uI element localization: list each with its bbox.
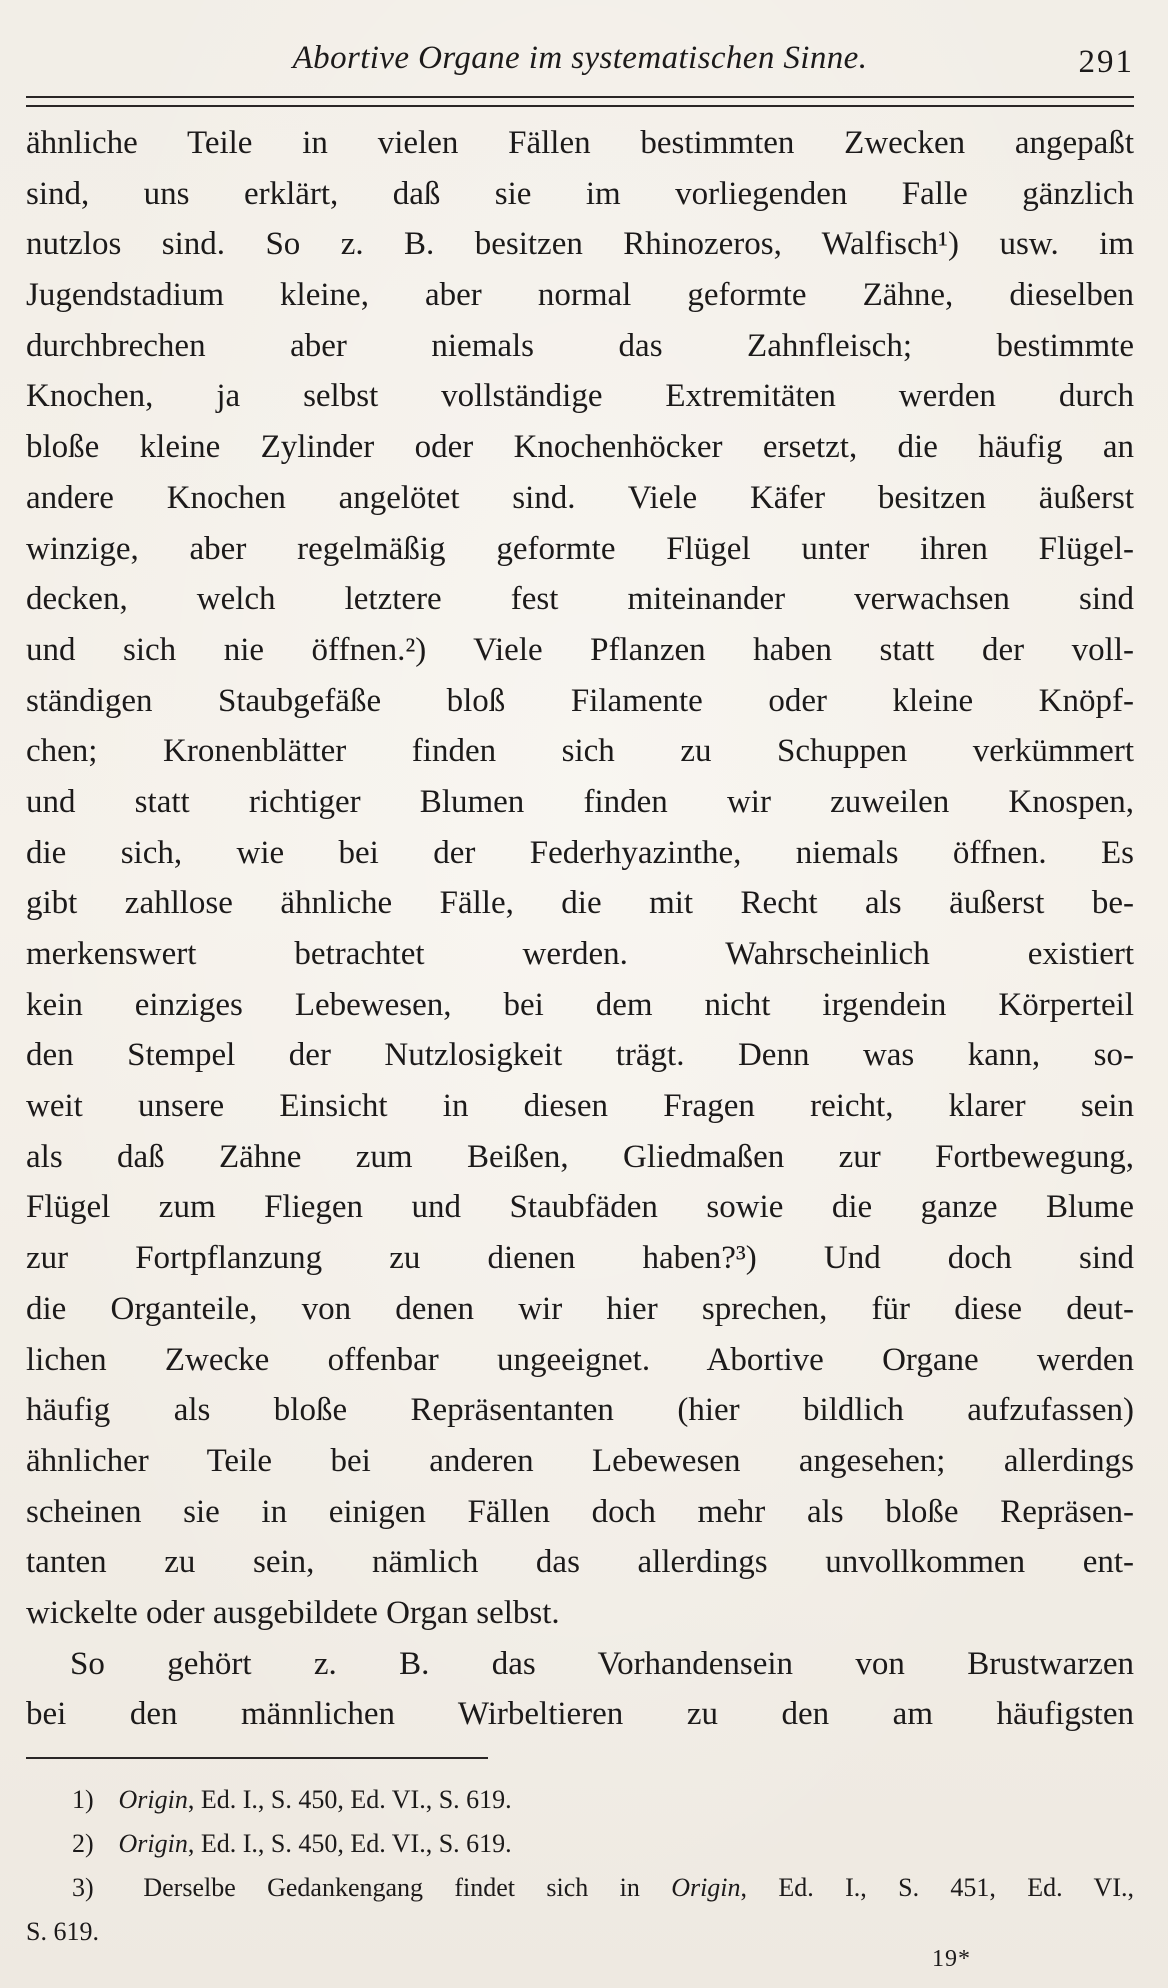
footnote-reference: , Ed. I., S. 450, Ed. VI., S. 619. bbox=[187, 1829, 512, 1858]
footnote bbox=[26, 1778, 1134, 1822]
footnotes bbox=[26, 1778, 1134, 1954]
running-title: Abortive Organe im systematischen Sinne. bbox=[292, 40, 868, 76]
text-line: ständigen Staubgefäße bloß Filamente oder kleine Knöpf- bbox=[26, 682, 1134, 719]
footnote-number: 1) bbox=[72, 1785, 94, 1814]
text-line: wickelte oder ausgebildete Organ selbst. bbox=[26, 1594, 560, 1631]
text-line: winzige, aber regelmäßig geformte Flügel unter ihren Flügel- bbox=[26, 530, 1134, 567]
text-line: bei den männlichen Wirbeltieren zu den am häufigsten bbox=[26, 1696, 1134, 1733]
footnote-reference: , Ed. I., S. 451, Ed. VI., bbox=[740, 1873, 1134, 1902]
text-line: merkenswert betrachtet werden. Wahrscheinlich existiert bbox=[26, 936, 1134, 972]
footnote-continuation: S. 619. bbox=[26, 1917, 99, 1946]
text-line: Flügel zum Fliegen und Staubfäden sowie die ganze Blume bbox=[26, 1189, 1134, 1226]
body-text bbox=[26, 118, 1134, 1740]
text-line: und statt richtiger Blumen finden wir zuweilen Knospen, bbox=[26, 783, 1134, 820]
text-line: chen; Kronenblätter finden sich zu Schuppen verkümmert bbox=[26, 733, 1134, 770]
printer-signature: 19* bbox=[932, 1946, 971, 1972]
text-line: tanten zu sein, nämlich das allerdings unvollkommen ent- bbox=[26, 1544, 1134, 1581]
text-line: die Organteile, von denen wir hier sprechen, für diese deut- bbox=[26, 1290, 1134, 1327]
text-line: den Stempel der Nutzlosigkeit trägt. Denn was kann, so- bbox=[26, 1037, 1134, 1074]
footnote-rule bbox=[26, 1757, 488, 1759]
text-line: nutzlos sind. So z. B. besitzen Rhinozeros, Walfisch¹) usw. im bbox=[26, 226, 1134, 263]
text-line: Knochen, ja selbst vollständige Extremitäten werden durch bbox=[26, 378, 1134, 415]
footnote-work-title: Origin bbox=[118, 1829, 188, 1858]
footnote-number: 2) bbox=[72, 1829, 94, 1858]
text-line: durchbrechen aber niemals das Zahnfleisch; bestimmte bbox=[26, 327, 1134, 364]
text-line: ähnlicher Teile bei anderen Lebewesen angesehen; allerdings bbox=[26, 1442, 1134, 1479]
text-line: gibt zahllose ähnliche Fälle, die mit Recht als äußerst be- bbox=[26, 885, 1134, 922]
footnote-work-title: Origin bbox=[118, 1785, 188, 1814]
text-line: weit unsere Einsicht in diesen Fragen reicht, klarer sein bbox=[26, 1088, 1134, 1125]
footnote-reference: , Ed. I., S. 450, Ed. VI., S. 619. bbox=[187, 1785, 512, 1814]
page-number: 291 bbox=[1078, 44, 1134, 80]
text-line: lichen Zwecke offenbar ungeeignet. Abortive Organe werden bbox=[26, 1341, 1134, 1378]
page-header bbox=[26, 40, 1134, 96]
footnote-work-title: Origin bbox=[671, 1873, 741, 1902]
text-line: zur Fortpflanzung zu dienen haben?³) Und doch sind bbox=[26, 1240, 1134, 1277]
text-line: scheinen sie in einigen Fällen doch mehr als bloße Repräsen- bbox=[26, 1493, 1134, 1530]
footnote-number: 3) bbox=[72, 1873, 94, 1902]
text-line: die sich, wie bei der Federhyazinthe, niemals öffnen. Es bbox=[26, 834, 1134, 871]
text-line: andere Knochen angelötet sind. Viele Käfer besitzen äußerst bbox=[26, 479, 1134, 516]
text-line: häufig als bloße Repräsentanten (hier bildlich aufzufassen) bbox=[26, 1392, 1134, 1429]
text-line: So gehört z. B. das Vorhandensein von Brustwarzen bbox=[70, 1645, 1134, 1682]
text-line: decken, welch letztere fest miteinander verwachsen sind bbox=[26, 581, 1134, 618]
text-line: Jugendstadium kleine, aber normal geformte Zähne, dieselben bbox=[26, 277, 1134, 314]
text-line: bloße kleine Zylinder oder Knochenhöcker ersetzt, die häufig an bbox=[26, 429, 1134, 466]
text-line: sind, uns erklärt, daß sie im vorliegenden Falle gänzlich bbox=[26, 175, 1134, 212]
text-line: und sich nie öffnen.²) Viele Pflanzen haben statt der voll- bbox=[26, 631, 1134, 668]
footnote-text: Derselbe Gedankengang findet sich in bbox=[112, 1873, 672, 1902]
header-double-rule bbox=[26, 96, 1134, 107]
text-line: als daß Zähne zum Beißen, Gliedmaßen zur Fortbewegung, bbox=[26, 1138, 1134, 1175]
text-line: ähnliche Teile in vielen Fällen bestimmten Zwecken angepaßt bbox=[26, 125, 1134, 161]
text-line: kein einziges Lebewesen, bei dem nicht irgendein Körperteil bbox=[26, 986, 1134, 1023]
footnote bbox=[26, 1866, 1134, 1910]
footnote bbox=[26, 1822, 1134, 1866]
